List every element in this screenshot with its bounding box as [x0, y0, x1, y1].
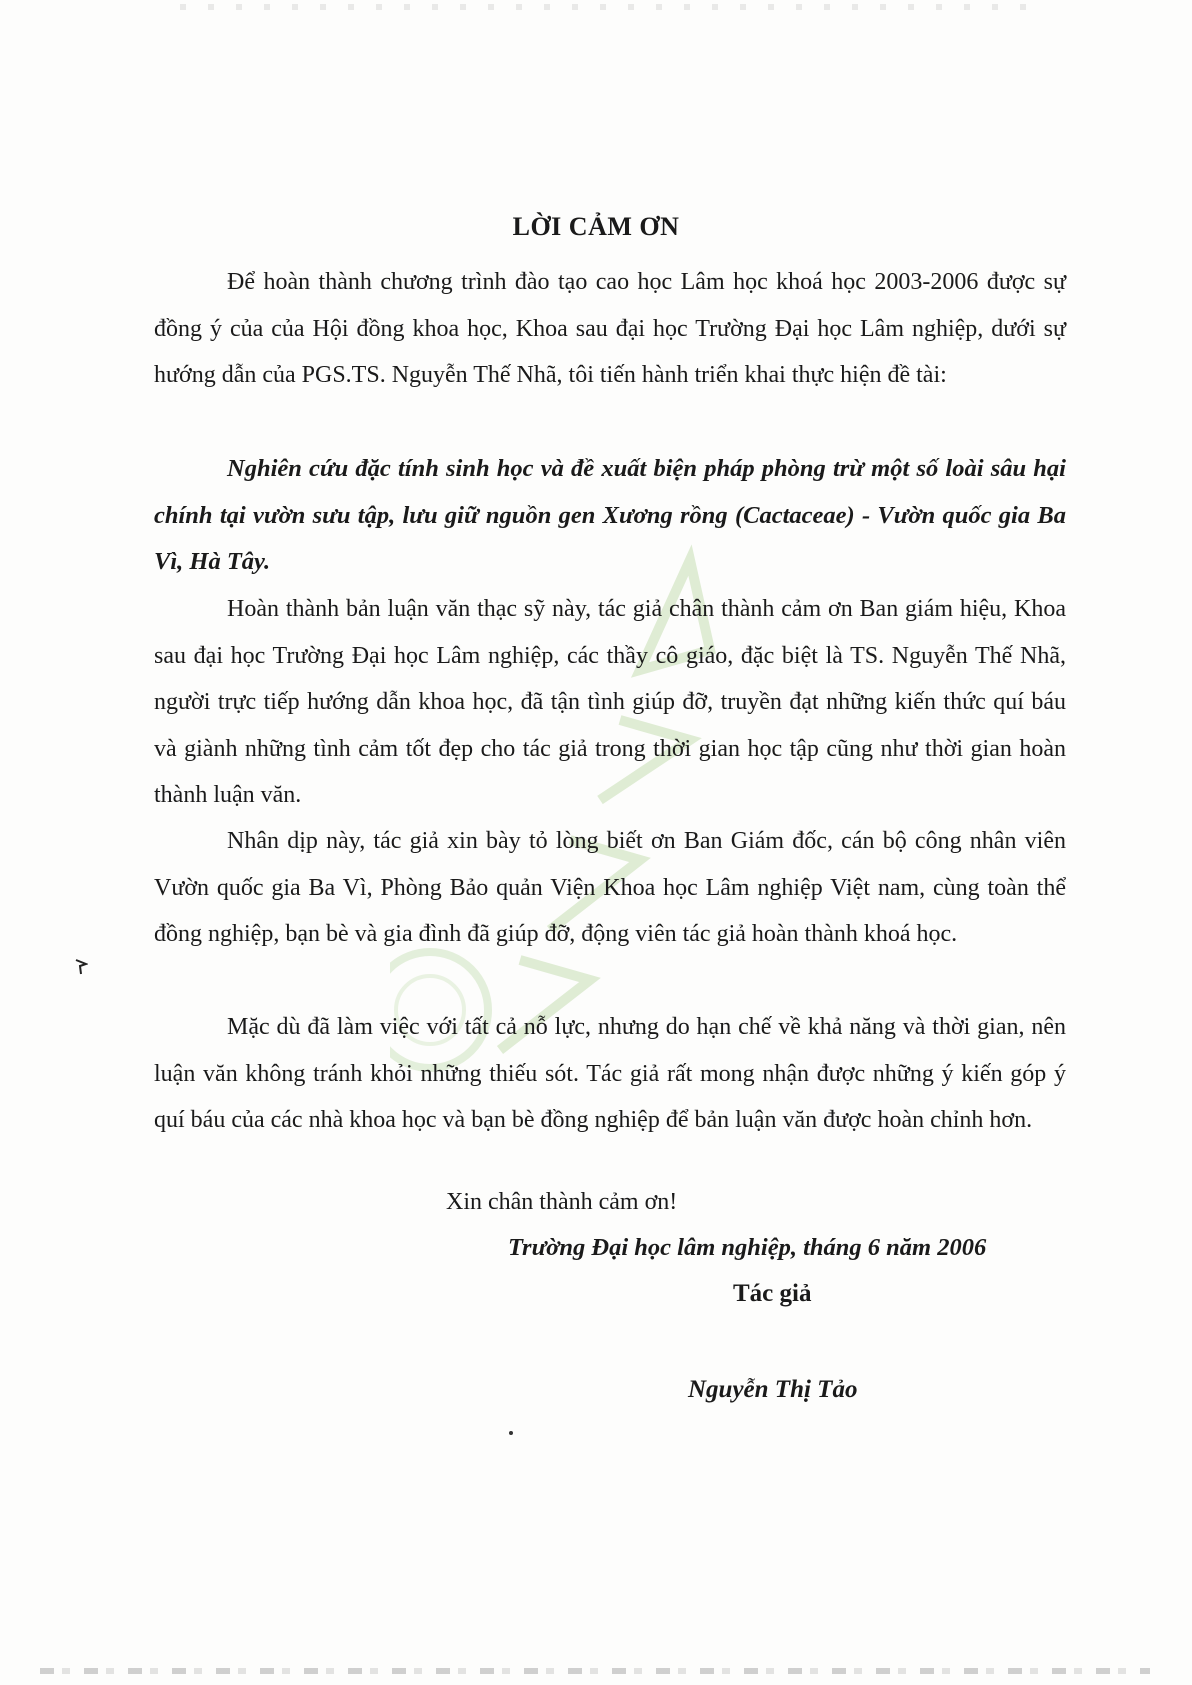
margin-mark-icon [74, 958, 88, 976]
scan-artifact-top [180, 4, 1040, 10]
closing-paragraph: Mặc dù đã làm việc với tất cả nỗ lực, nhưng do hạn chế về khả năng và thời gian, nên luận văn không tránh khỏi những thiếu sót. Tác giả rất mong nhận được những ý kiến góp ý quí báu của các nhà khoa học và bạn bè đồng nghiệp để bản luận văn được hoàn chỉnh hơn. [154, 1014, 1066, 1133]
scan-artifact-bottom [40, 1668, 1150, 1674]
thanks-line: Xin chân thành cảm ơn! [446, 1189, 678, 1215]
thanks-park-paragraph: Nhân dịp này, tác giả xin bày tỏ lòng biết ơn Ban Giám đốc, cán bộ công nhân viên Vườn quốc gia Ba Vì, Phòng Bảo quản Viện Khoa học Lâm nghiệp Việt nam, cùng toàn thể đồng nghiệp, bạn bè và gia đình đã giúp đỡ, động viên tác giả hoàn thành khoá học. [154, 828, 1066, 947]
author-name: Nguyễn Thị Tảo [688, 1376, 858, 1403]
author-label: Tác giả [733, 1280, 812, 1307]
thesis-title-paragraph: Nghiên cứu đặc tính sinh học và đề xuất biện pháp phòng trừ một số loài sâu hại chính tại vườn sưu tập, lưu giữ nguồn gen Xương rồng (Cactaceae) - Vườn quốc gia Ba Vì, Hà Tây. [154, 455, 1066, 575]
page-title: LỜI CẢM ƠN [512, 212, 680, 241]
thanks-school-paragraph: Hoàn thành bản luận văn thạc sỹ này, tác giả chân thành cảm ơn Ban giám hiệu, Khoa sau đại học Trường Đại học Lâm nghiệp, các thầy cô giáo, đặc biệt là TS. Nguyễn Thế Nhã, người trực tiếp hướng dẫn khoa học, đã tận tình giúp đỡ, truyền đạt những kiến thức quí báu và giành những tình cảm tốt đẹp cho tác giả trong thời gian học tập cũng như thời gian hoàn thành luận văn. [154, 596, 1066, 808]
intro-paragraph: Để hoàn thành chương trình đào tạo cao học Lâm học khoá học 2003-2006 được sự đồng ý của của Hội đồng khoa học, Khoa sau đại học Trường Đại học Lâm nghiệp, dưới sự hướng dẫn của PGS.TS. Nguyễn Thế Nhã, tôi tiến hành triển khai thực hiện đề tài: [154, 269, 1066, 388]
scan-speck [509, 1431, 513, 1435]
place-date: Trường Đại học lâm nghiệp, tháng 6 năm 2006 [508, 1234, 987, 1261]
